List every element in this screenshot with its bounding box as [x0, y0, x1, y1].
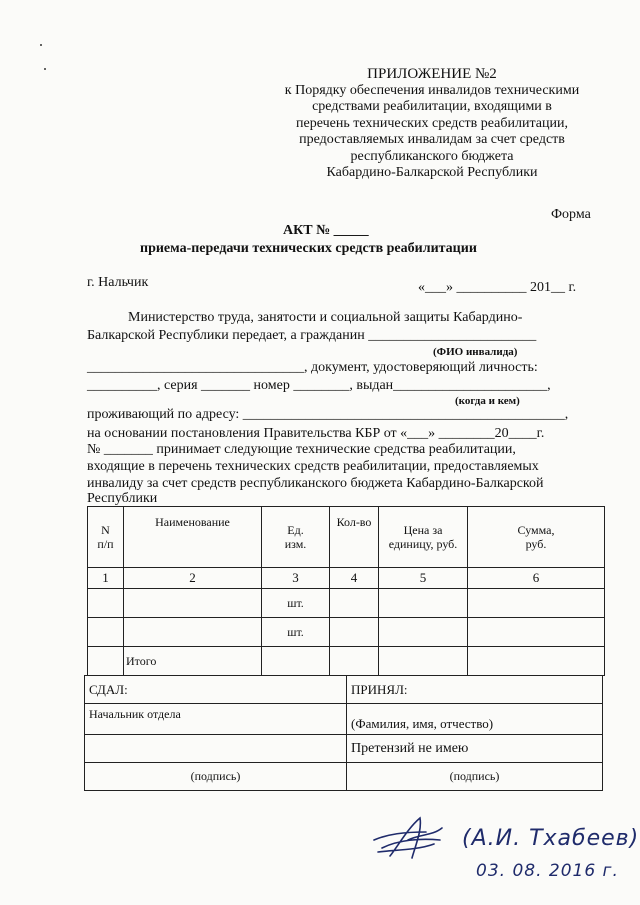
table-cell — [124, 618, 262, 647]
body-line: __________, серия _______ номер ________, выдан______________________, — [87, 378, 551, 393]
handwritten-date: 03. 08. 2016 г. — [476, 861, 619, 881]
received-label: ПРИНЯЛ: — [347, 676, 603, 704]
scan-speck — [40, 44, 42, 46]
table-cell — [330, 647, 379, 676]
appendix-line: республиканского бюджета — [350, 148, 514, 164]
body-line: инвалиду за счет средств республиканского бюджета Кабардино-Балкарской — [87, 476, 544, 491]
table-cell: 2 — [124, 568, 262, 589]
date-line: «___» __________ 201__ г. — [418, 280, 577, 295]
header-cell-unit: Ед. изм. — [262, 507, 330, 568]
appendix-line: перечень технических средств реабилитации, — [296, 115, 568, 131]
body-line: проживающий по адресу: ______________________________________________, — [87, 407, 569, 422]
table-cell — [262, 647, 330, 676]
signature-left: (подпись) — [85, 763, 347, 791]
header-cell-num: N п/п — [88, 507, 124, 568]
signature-right: (подпись) — [347, 763, 603, 791]
place: г. Нальчик — [87, 275, 149, 290]
appendix-title: ПРИЛОЖЕНИЕ №2 — [367, 66, 497, 82]
table-cell: 1 — [88, 568, 124, 589]
table-cell — [468, 589, 605, 618]
table-cell-unit: шт. — [262, 618, 330, 647]
body-line: _______________________________, документ, удостоверяющий личность: — [87, 360, 538, 375]
act-subtitle: приема-передачи технических средств реабилитации — [140, 241, 477, 256]
table-row-total — [88, 647, 605, 676]
appendix-line: предоставляемых инвалидам за счет средств — [299, 132, 565, 147]
table-cell — [379, 618, 468, 647]
table-cell: 4 — [330, 568, 379, 589]
appendix-header — [262, 66, 602, 182]
table-cell: 5 — [379, 568, 468, 589]
body-line: на основании постановления Правительства КБР от «___» ________20____г. — [87, 426, 545, 441]
header-cell-price: Цена за единицу, руб. — [379, 507, 468, 568]
table-cell — [330, 589, 379, 618]
signature-scribble-icon — [368, 810, 468, 866]
table-cell-unit: шт. — [262, 589, 330, 618]
table-row — [88, 618, 605, 647]
empty-cell — [85, 735, 347, 763]
fio-hint: (Фамилия, имя, отчество) — [347, 704, 603, 735]
table-cell — [124, 589, 262, 618]
items-table — [87, 506, 605, 676]
total-label: Итого — [124, 647, 262, 676]
body-line: Министерство труда, занятости и социальной защиты Кабардино- — [128, 310, 523, 325]
header-cell-name: Наименование — [124, 507, 262, 568]
table-cell — [88, 589, 124, 618]
appendix-line: Кабардино-Балкарской Республики — [326, 165, 538, 180]
no-claims: Претензий не имею — [347, 735, 603, 763]
body-line: № _______ принимает следующие технические средства реабилитации, — [87, 442, 516, 457]
handwritten-name: (А.И. Тхабеев) — [462, 826, 640, 851]
table-cell — [468, 647, 605, 676]
table-cell — [330, 618, 379, 647]
body-line: Балкарской Республики передает, а гражданин ________________________ — [87, 328, 537, 343]
signature-table — [84, 675, 603, 791]
table-cell: 3 — [262, 568, 330, 589]
form-label: Форма — [551, 207, 591, 222]
body-line: Республики — [87, 491, 158, 506]
hint-issued: (когда и кем) — [455, 395, 520, 407]
header-cell-sum: Сумма, руб. — [468, 507, 605, 568]
head-of-dept: Начальник отдела — [85, 704, 347, 735]
gave-label: СДАЛ: — [85, 676, 347, 704]
header-cell-qty: Кол-во — [330, 507, 379, 568]
table-cell — [88, 647, 124, 676]
scan-speck — [44, 68, 46, 70]
hint-fio: (ФИО инвалида) — [433, 346, 518, 358]
table-row-numbers — [88, 568, 605, 589]
table-cell — [379, 647, 468, 676]
table-row — [88, 589, 605, 618]
table-header-row — [88, 507, 605, 568]
table-cell — [379, 589, 468, 618]
appendix-line: к Порядку обеспечения инвалидов техническими — [284, 82, 580, 98]
act-title: АКТ № _____ — [283, 223, 369, 238]
body-line: входящие в перечень технических средств реабилитации, предоставляемых — [87, 459, 539, 474]
table-cell — [468, 618, 605, 647]
table-cell: 6 — [468, 568, 605, 589]
table-cell — [88, 618, 124, 647]
appendix-line: средствами реабилитации, входящими в — [312, 99, 552, 114]
